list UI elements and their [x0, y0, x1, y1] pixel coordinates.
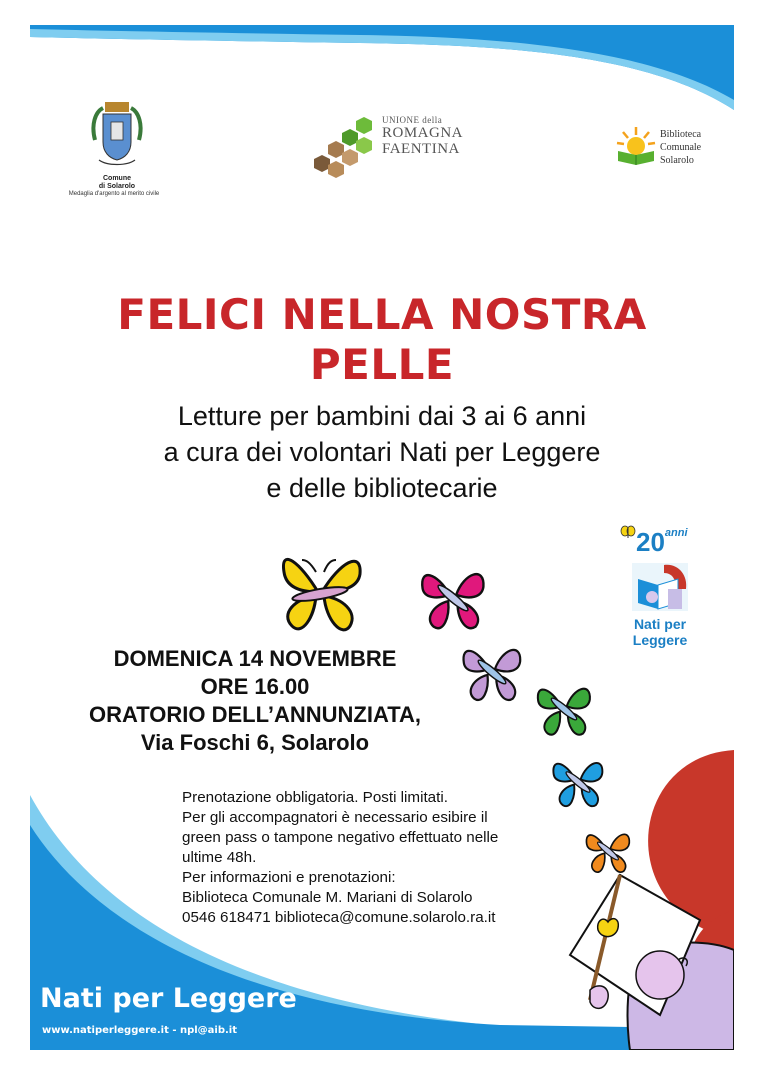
event-place: ORATORIO DELL’ANNUNZIATA, — [88, 702, 422, 727]
info-line2: Per gli accompagnatori è necessario esibire il — [182, 809, 488, 826]
npl-label-line2: Leggere — [632, 632, 688, 648]
unione-name — [382, 115, 463, 157]
unione-logo — [312, 115, 464, 190]
reading-child-illustration — [630, 559, 690, 615]
comune-name-line1: Comune — [103, 175, 131, 182]
biblioteca-logo — [615, 125, 702, 172]
title-line1: FELICI NELLA NOSTRA — [117, 290, 647, 339]
comune-logo — [68, 100, 162, 197]
info-line6: Biblioteca Comunale M. Mariani di Solarolo — [182, 889, 473, 906]
subtitle-line3: e delle bibliotecarie — [266, 473, 498, 503]
sun-book-icon — [615, 125, 657, 167]
comune-name-line2: di Solarolo — [98, 183, 136, 190]
npl-badge-label — [616, 616, 704, 648]
coat-of-arms-icon — [87, 100, 147, 170]
yellow-butterfly-icon — [270, 542, 370, 642]
npl-url[interactable]: www.natiperleggere.it - npl@aib.it — [42, 1025, 238, 1036]
event-title — [30, 290, 734, 390]
title-line2: PELLE — [309, 340, 455, 389]
biblioteca-line2: Comunale — [660, 142, 702, 153]
biblioteca-name — [660, 128, 701, 167]
event-time: ORE 16.00 — [200, 674, 310, 699]
unione-line1: UNIONE della — [382, 115, 443, 125]
booking-info — [182, 788, 582, 928]
subtitle-line2: a cura dei volontari Nati per Leggere — [163, 437, 601, 467]
unione-line3: FAENTINA — [382, 141, 460, 157]
event-details — [45, 645, 465, 757]
magenta-butterfly-icon — [413, 558, 493, 638]
event-subtitle — [30, 398, 734, 506]
biblioteca-line1: Biblioteca — [660, 129, 702, 140]
poster — [30, 25, 734, 1050]
small-butterfly-icon — [620, 525, 636, 541]
event-address: Via Foschi 6, Solarolo — [140, 730, 370, 755]
npl-20-anni-badge — [616, 523, 704, 653]
anniversary-number — [636, 527, 688, 558]
biblioteca-line3: Solarolo — [660, 155, 694, 166]
info-line7: 0546 618471 biblioteca@comune.solarolo.ra.it — [182, 909, 496, 926]
info-line3: green pass o tampone negativo effettuato nelle — [182, 829, 499, 846]
info-line5: Per informazioni e prenotazioni: — [182, 869, 396, 886]
npl-brand: Nati per Leggere — [40, 983, 297, 1014]
subtitle-line1: Letture per bambini dai 3 ai 6 anni — [177, 401, 587, 431]
unione-line2: ROMAGNA — [382, 125, 464, 141]
comune-motto: Medaglia d'argento al merito civile — [68, 191, 160, 197]
info-line1: Prenotazione obbligatoria. Posti limitati. — [182, 789, 448, 806]
hexagons-icon — [312, 115, 382, 185]
lilac-butterfly-icon — [455, 635, 529, 709]
green-butterfly-icon — [530, 675, 598, 743]
info-line4: ultime 48h. — [182, 849, 257, 866]
event-date: DOMENICA 14 NOVEMBRE — [113, 646, 397, 671]
anni-number: 20 — [636, 527, 665, 557]
anni-word: anni — [664, 527, 688, 539]
npl-label-line1: Nati per — [633, 616, 687, 632]
